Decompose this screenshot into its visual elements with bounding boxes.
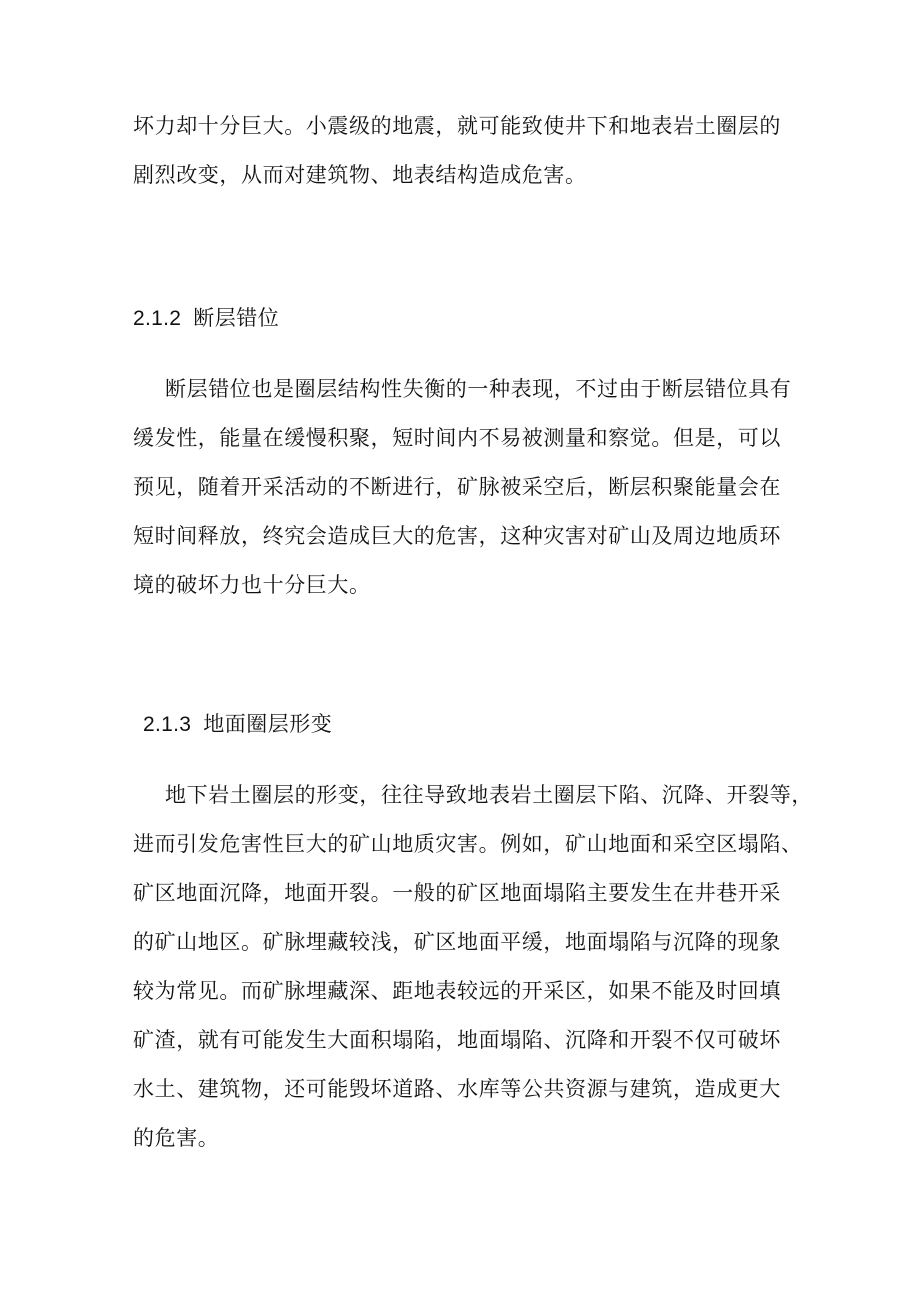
paragraph-line: 缓发性，能量在缓慢积聚，短时间内不易被测量和察觉。但是，可以 [133, 426, 781, 450]
paragraph-line: 断层错位也是圈层结构性失衡的一种表现，不过由于断层错位具有 [165, 377, 792, 401]
paragraph-line: 的矿山地区。矿脉埋藏较浅，矿区地面平缓，地面塌陷与沉降的现象 [133, 930, 781, 954]
section-heading-2-1-3 [143, 709, 332, 740]
section-number: 2.1.2 [133, 307, 182, 330]
paragraph-line: 境的破坏力也十分巨大。 [133, 573, 371, 597]
paragraph-line: 剧烈改变，从而对建筑物、地表结构造成危害。 [133, 163, 587, 187]
paragraph-line: 地下岩土圈层的形变，往往导致地表岩土圈层下陷、沉降、开裂等， [165, 783, 813, 807]
paragraph-line: 的危害。 [133, 1126, 220, 1150]
section-number: 2.1.3 [143, 713, 192, 736]
paragraph-line: 短时间释放，终究会造成巨大的危害，这种灾害对矿山及周边地质环 [133, 524, 781, 548]
paragraph-line: 预见，随着开采活动的不断进行，矿脉被采空后，断层积聚能量会在 [133, 475, 781, 499]
paragraph-line: 水土、建筑物，还可能毁坏道路、水库等公共资源与建筑，造成更大 [133, 1077, 781, 1101]
section-title: 地面圈层形变 [203, 712, 333, 736]
paragraph-line: 矿区地面沉降，地面开裂。一般的矿区地面塌陷主要发生在井巷开采 [133, 881, 781, 905]
paragraph-line: 较为常见。而矿脉埋藏深、距地表较远的开采区，如果不能及时回填 [133, 979, 781, 1003]
section-heading-2-1-2 [133, 303, 279, 334]
paragraph-line: 进而引发危害性巨大的矿山地质灾害。例如，矿山地面和采空区塌陷、 [133, 832, 803, 856]
paragraph-line: 坏力却十分巨大。小震级的地震，就可能致使井下和地表岩土圈层的 [133, 114, 781, 138]
section-title: 断层错位 [193, 306, 280, 330]
paragraph-line: 矿渣，就有可能发生大面积塌陷，地面塌陷、沉降和开裂不仅可破坏 [133, 1028, 781, 1052]
